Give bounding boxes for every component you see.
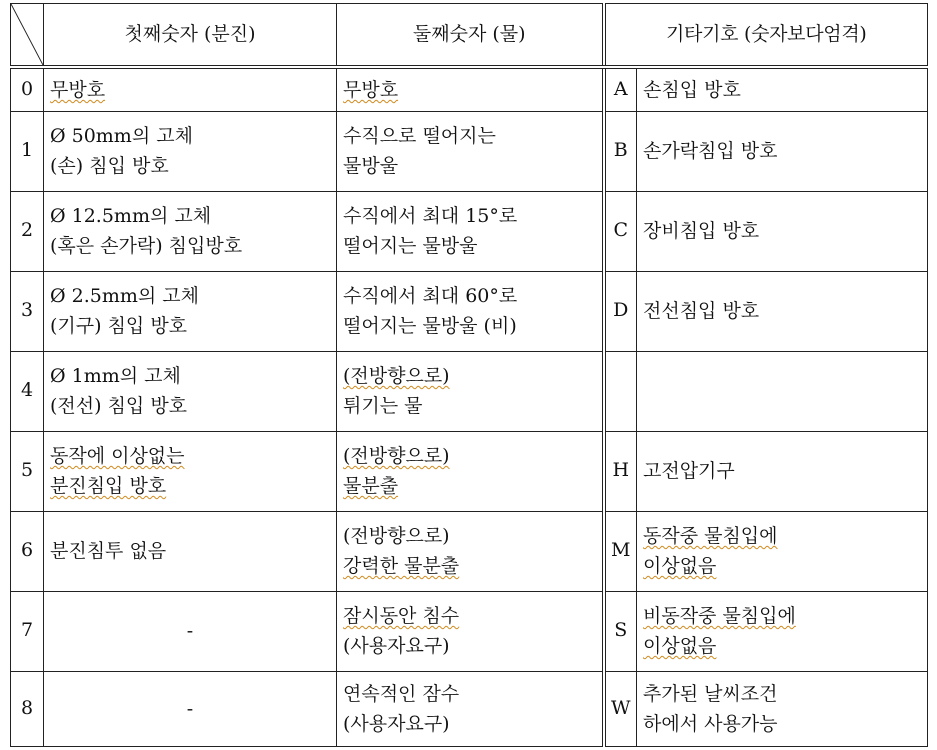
- first-digit-desc-cell: [44, 111, 337, 191]
- cell-line: 동작에 이상없는: [50, 445, 185, 467]
- cell-line: (사용자요구): [343, 635, 450, 657]
- second-digit-desc-cell: [337, 671, 604, 746]
- table-row: [11, 591, 928, 671]
- symbol-letter-cell: B: [604, 111, 637, 191]
- symbol-letter-cell: C: [604, 191, 637, 271]
- cell-line: 수직에서 최대 60°로: [343, 285, 518, 307]
- symbol-desc-cell: [637, 671, 928, 746]
- header-other-symbols: 기타기호 (숫자보다엄격): [604, 4, 928, 68]
- cell-line: Ø 1mm의 고체: [50, 365, 181, 387]
- cell-line: (손) 침입 방호: [50, 155, 169, 177]
- cell-line: Ø 12.5mm의 고체: [50, 205, 212, 227]
- first-digit-desc-cell: [44, 591, 337, 671]
- table-row: [11, 671, 928, 746]
- digit-cell: 5: [11, 431, 44, 511]
- cell-line: 무방호: [343, 78, 399, 101]
- symbol-letter-cell: M: [604, 511, 637, 591]
- cell-line: 이상없음: [643, 635, 717, 657]
- first-digit-desc-cell: [44, 671, 337, 746]
- cell-line: 강력한 물분출: [343, 555, 460, 577]
- symbol-desc-cell: [637, 591, 928, 671]
- cell-line: 동작중 물침입에: [643, 525, 778, 547]
- digit-cell: 2: [11, 191, 44, 271]
- cell-line: 물방울: [343, 155, 399, 177]
- cell-line: -: [186, 620, 194, 642]
- cell-line: 잠시동안 침수: [343, 605, 460, 627]
- digit-cell: 3: [11, 271, 44, 351]
- cell-line: 떨어지는 물방울: [343, 235, 478, 257]
- symbol-desc-cell: [637, 111, 928, 191]
- cell-line: 분진침투 없음: [50, 540, 167, 562]
- second-digit-desc-cell: [337, 591, 604, 671]
- cell-line: 연속적인 잠수: [343, 682, 460, 705]
- table-row: [11, 351, 928, 431]
- cell-line: 손가락침입 방호: [643, 140, 778, 162]
- symbol-letter-cell: [604, 351, 637, 431]
- second-digit-desc-cell: [337, 111, 604, 191]
- symbol-letter-cell: D: [604, 271, 637, 351]
- ip-rating-table: [10, 3, 928, 747]
- header-row: [11, 4, 928, 68]
- diagonal-line-icon: [11, 4, 43, 65]
- cell-line: 분진침입 방호: [50, 475, 167, 497]
- second-digit-desc-cell: [337, 431, 604, 511]
- symbol-desc-cell: [637, 271, 928, 351]
- cell-line: (전선) 침입 방호: [50, 395, 188, 417]
- digit-cell: 8: [11, 671, 44, 746]
- symbol-letter-cell: H: [604, 431, 637, 511]
- cell-line: 손침입 방호: [643, 78, 741, 101]
- table-row: [11, 191, 928, 271]
- table-row: [11, 111, 928, 191]
- cell-line: 무방호: [50, 78, 106, 101]
- cell-line: 장비침입 방호: [643, 220, 760, 242]
- cell-line: Ø 2.5mm의 고체: [50, 285, 199, 307]
- digit-cell: 7: [11, 591, 44, 671]
- cell-line: (기구) 침입 방호: [50, 315, 188, 337]
- cell-line: 전선침입 방호: [643, 300, 760, 322]
- symbol-letter-cell: A: [604, 67, 637, 111]
- header-first-digit: 첫째숫자 (분진): [44, 4, 337, 68]
- cell-line: 추가된 날씨조건: [643, 682, 778, 705]
- first-digit-desc-cell: [44, 67, 337, 111]
- symbol-desc-cell: [637, 351, 928, 431]
- header-second-digit: 둘째숫자 (물): [337, 4, 604, 68]
- second-digit-desc-cell: [337, 191, 604, 271]
- symbol-desc-cell: [637, 67, 928, 111]
- cell-line: (전방향으로): [343, 365, 450, 387]
- table-row: [11, 271, 928, 351]
- cell-line: 튀기는 물: [343, 395, 423, 417]
- symbol-letter-cell: W: [604, 671, 637, 746]
- second-digit-desc-cell: [337, 67, 604, 111]
- second-digit-desc-cell: [337, 271, 604, 351]
- cell-line: 물분출: [343, 475, 399, 497]
- cell-line: 수직으로 떨어지는: [343, 125, 496, 147]
- cell-line: -: [186, 697, 194, 720]
- second-digit-desc-cell: [337, 511, 604, 591]
- table-row: [11, 431, 928, 511]
- cell-line: 고전압기구: [643, 460, 735, 482]
- symbol-desc-cell: [637, 511, 928, 591]
- first-digit-desc-cell: [44, 191, 337, 271]
- second-digit-desc-cell: [337, 351, 604, 431]
- cell-line: 떨어지는 물방울 (비): [343, 315, 517, 337]
- cell-line: (전방향으로): [343, 525, 450, 547]
- table-row: [11, 67, 928, 111]
- digit-cell: 1: [11, 111, 44, 191]
- first-digit-desc-cell: [44, 351, 337, 431]
- table-row: [11, 511, 928, 591]
- first-digit-desc-cell: [44, 511, 337, 591]
- symbol-letter-cell: S: [604, 591, 637, 671]
- cell-line: 이상없음: [643, 555, 717, 577]
- cell-line: 비동작중 물침입에: [643, 605, 796, 627]
- cell-line: (혹은 손가락) 침입방호: [50, 235, 243, 257]
- digit-cell: 0: [11, 67, 44, 111]
- cell-line: 하에서 사용가능: [643, 712, 778, 735]
- symbol-desc-cell: [637, 191, 928, 271]
- cell-line: Ø 50mm의 고체: [50, 125, 193, 147]
- digit-cell: 4: [11, 351, 44, 431]
- digit-cell: 6: [11, 511, 44, 591]
- cell-line: (전방향으로): [343, 445, 450, 467]
- cell-line: (사용자요구): [343, 712, 450, 735]
- symbol-desc-cell: [637, 431, 928, 511]
- corner-diagonal-cell: [11, 4, 44, 68]
- cell-line: 수직에서 최대 15°로: [343, 205, 518, 227]
- first-digit-desc-cell: [44, 431, 337, 511]
- first-digit-desc-cell: [44, 271, 337, 351]
